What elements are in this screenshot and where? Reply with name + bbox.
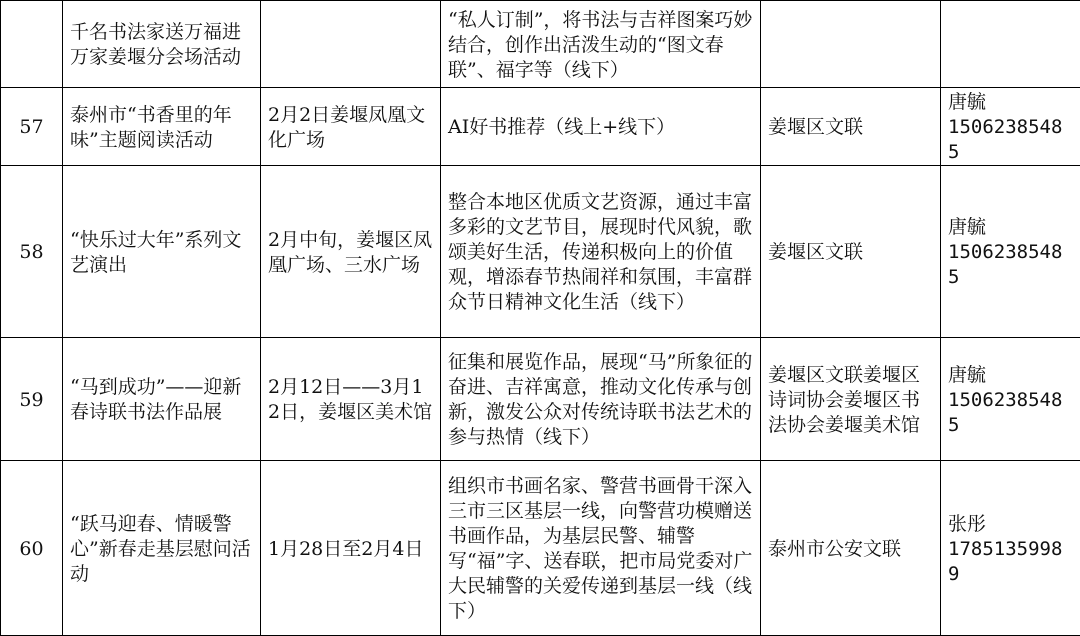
row-number: 59 bbox=[1, 338, 63, 461]
activity-description: 组织市书画名家、警营书画骨干深入三市三区基层一线，向警营功模赠送书画作品，为基层民警、辅警写“福”字、送春联，把市局党委对广大民辅警的关爱传递到基层一线（线下） bbox=[441, 461, 761, 636]
activity-description: AI好书推荐（线上+线下） bbox=[441, 88, 761, 166]
activity-time-place bbox=[261, 1, 441, 88]
activity-name: 千名书法家送万福进万家姜堰分会场活动 bbox=[63, 1, 261, 88]
organizer: 姜堰区文联 bbox=[761, 88, 941, 166]
contact bbox=[941, 461, 1080, 636]
activity-description: “私人订制”，将书法与吉祥图案巧妙结合，创作出活泼生动的“图文春联”、福字等（线下） bbox=[441, 1, 761, 88]
organizer: 姜堰区文联姜堰区诗词协会姜堰区书法协会姜堰美术馆 bbox=[761, 338, 941, 461]
contact-phone: 15062385485 bbox=[948, 115, 1073, 165]
contact-phone: 15062385485 bbox=[948, 388, 1073, 438]
activity-name: “跃马迎春、情暖警心”新春走基层慰问活动 bbox=[63, 461, 261, 636]
contact bbox=[941, 166, 1080, 338]
contact bbox=[941, 1, 1080, 88]
contact-phone: 17851359989 bbox=[948, 537, 1073, 587]
activity-name: 泰州市“书香里的年味”主题阅读活动 bbox=[63, 88, 261, 166]
activity-description: 整合本地区优质文艺资源，通过丰富多彩的文艺节目，展现时代风貌，歌颂美好生活，传递积极向上的价值观，增添春节热闹祥和氛围，丰富群众节日精神文化生活（线下） bbox=[441, 166, 761, 338]
activity-time-place: 2月12日——3月12日，姜堰区美术馆 bbox=[261, 338, 441, 461]
activity-name: “快乐过大年”系列文艺演出 bbox=[63, 166, 261, 338]
table-row bbox=[1, 88, 1080, 166]
row-number bbox=[1, 1, 63, 88]
row-number: 57 bbox=[1, 88, 63, 166]
organizer bbox=[761, 1, 941, 88]
organizer: 泰州市公安文联 bbox=[761, 461, 941, 636]
row-number: 60 bbox=[1, 461, 63, 636]
table-row bbox=[1, 1, 1080, 88]
activity-description: 征集和展览作品，展现“马”所象征的奋进、吉祥寓意，推动文化传承与创新，激发公众对传统诗联书法艺术的参与热情（线下） bbox=[441, 338, 761, 461]
activity-time-place: 1月28日至2月4日 bbox=[261, 461, 441, 636]
table-row bbox=[1, 461, 1080, 636]
contact-name: 张彤 bbox=[948, 512, 1073, 537]
activity-time-place: 2月2日姜堰凤凰文化广场 bbox=[261, 88, 441, 166]
contact bbox=[941, 338, 1080, 461]
contact-phone: 15062385485 bbox=[948, 240, 1073, 290]
contact-name: 唐毓 bbox=[948, 90, 1073, 115]
contact-name: 唐毓 bbox=[948, 215, 1073, 240]
table-row bbox=[1, 338, 1080, 461]
organizer: 姜堰区文联 bbox=[761, 166, 941, 338]
contact bbox=[941, 88, 1080, 166]
activity-name: “马到成功”——迎新春诗联书法作品展 bbox=[63, 338, 261, 461]
row-number: 58 bbox=[1, 166, 63, 338]
activity-time-place: 2月中旬，姜堰区凤凰广场、三水广场 bbox=[261, 166, 441, 338]
table-row bbox=[1, 166, 1080, 338]
contact-name: 唐毓 bbox=[948, 363, 1073, 388]
